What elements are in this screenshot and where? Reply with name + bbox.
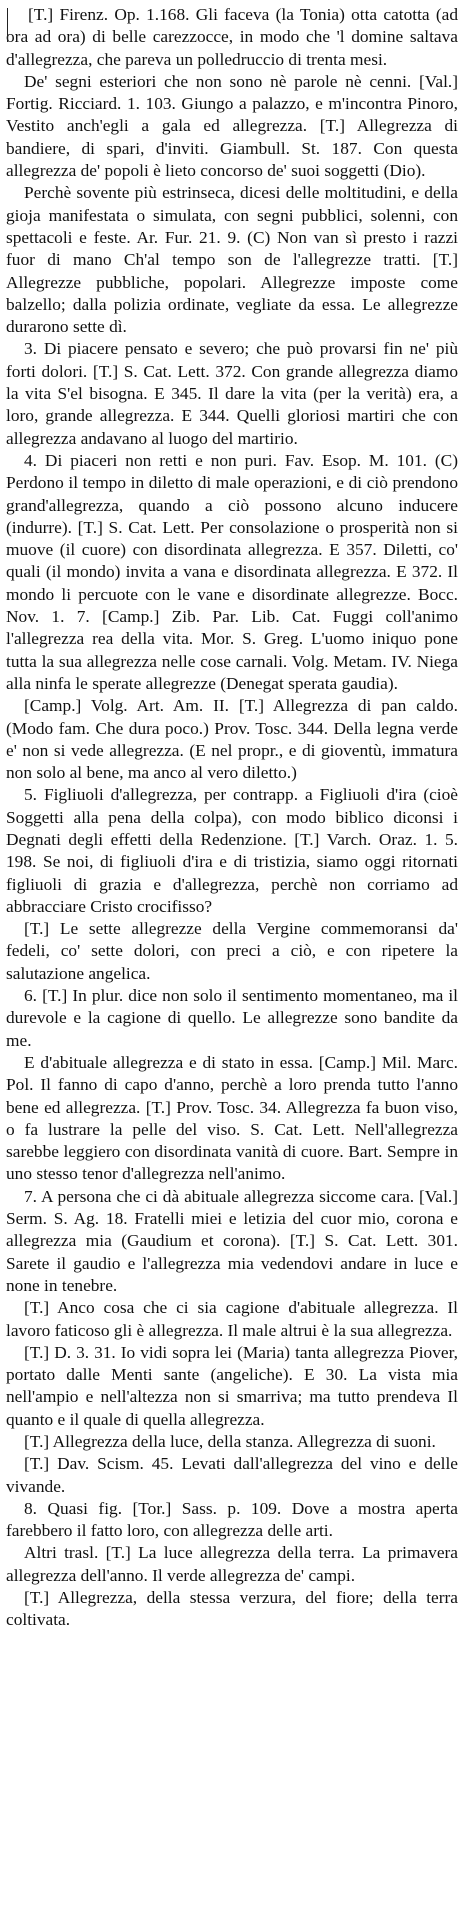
paragraph: De' segni esteriori che non sono nè parole nè cenni. [Val.] Fortig. Ricciard. 1. 103. Giungo a palazzo, e m'incontra Pinoro, Vestito anch'egli a gala ed allegrezza. [T.] Allegrezza di bandiere, di spari, d'inviti. Giambull. St. 187. Con questa allegrezza de' popoli è lieto concorso de' suoi soggetti (Dio). bbox=[6, 71, 458, 181]
paragraph: [Camp.] Volg. Art. Am. II. [T.] Allegrezza di pan caldo. (Modo fam. Che dura poco.) Prov. Tosc. 344. Della legna verde e' non si vede allegrezza. (E nel propr., e di gioventù, immatura non solo al bene, ma anco al vero diletto.) bbox=[6, 696, 458, 783]
paragraph: [T.] D. 3. 31. Io vidi sopra lei (Maria) tanta allegrezza Piover, portato dalle Menti sante (angeliche). E 30. La vista mia nell'ampio e nell'altezza non si smarriva; ma tutto prendeva Il quanto e il quale di quella allegrezza. bbox=[6, 1342, 458, 1429]
paragraph: 4. Di piaceri non retti e non puri. Fav. Esop. M. 101. (C) Perdono il tempo in diletto di male operazioni, e di ciò prendono grand'allegrezza, quando a ciò possono alcuno inducere (indurre). [T.] S. Cat. Lett. Per consolazione o prosperità non si muove (il cuore) con disordinata allegrezza. E 357. Diletti, co' quali (il mondo) invita a vana e disordinata allegrezza. E 372. Il mondo li percuote con le vane e disordinate allegrezze. Bocc. Nov. 1. 7. [Camp.] Zib. Par. Lib. Cat. Fuggi coll'animo l'allegrezza rea della vita. Mor. S. Greg. L'uomo iniquo pone tutta la sua allegrezza nelle cose carnali. Volg. Metam. IV. Niega alla ninfa le sperate allegrezze (Denegat sperata gaudia). bbox=[6, 450, 458, 693]
paragraph: E d'abituale allegrezza e di stato in essa. [Camp.] Mil. Marc. Pol. Il fanno di capo d'anno, perchè a loro prenda tutto l'anno bene ed allegrezza. [T.] Prov. Tosc. 34. Allegrezza fa buon viso, o fa lustrare la pelle del viso. S. Cat. Lett. Nell'allegrezza sarebbe leggiero con disordinata vanità di cuore. Bart. Sempre in uno stesso tenor d'allegrezza nell'animo. bbox=[6, 1052, 458, 1184]
paragraph: 7. A persona che ci dà abituale allegrezza siccome cara. [Val.] Serm. S. Ag. 18. Fratelli miei e letizia del cuor mio, corona e allegrezza mia (Gaudium et corona). [T.] S. Cat. Lett. 301. Sarete il gaudio e l'allegrezza mia vedendovi andare in luce e none in tenebre. bbox=[6, 1186, 458, 1295]
margin-rule bbox=[7, 8, 8, 42]
paragraph: Perchè sovente più estrinseca, dicesi delle moltitudini, e della gioja manifestata o simulata, con segni pubblici, solenni, con spettacoli e feste. Ar. Fur. 21. 9. (C) Non van sì presto i razzi fuor di mano Ch'al tempo son de l'allegrezze tratti. [T.] Allegrezze pubbliche, popolari. Allegrezze imposte come balzello; dalla polizia ordinate, vegliate da essa. Le allegrezze durarono sette dì. bbox=[6, 183, 458, 337]
paragraph: 8. Quasi fig. [Tor.] Sass. p. 109. Dove a mostra aperta farebbero il fatto loro, con allegrezza delle arti. bbox=[6, 1498, 458, 1541]
dictionary-entry bbox=[6, 4, 458, 1632]
paragraph: [T.] Anco cosa che ci sia cagione d'abituale allegrezza. Il lavoro faticoso gli è allegrezza. Il male altrui è la sua allegrezza. bbox=[6, 1298, 458, 1340]
paragraph: 6. [T.] In plur. dice non solo il sentimento momentaneo, ma il durevole e la cagione di quello. Le allegrezze sono bandite da me. bbox=[6, 986, 458, 1050]
paragraph: [T.] Dav. Scism. 45. Levati dall'allegrezza del vino e delle vivande. bbox=[6, 1454, 458, 1496]
paragraph: 3. Di piacere pensato e severo; che può provarsi fin ne' più forti dolori. [T.] S. Cat. Lett. 372. Con grande allegrezza diamo la vita S'el bisogna. E 345. Il dare la vita (per la verità) era, a loro, grande allegrezza. E 344. Quelli gloriosi martiri che con allegrezza andavano al luogo del martirio. bbox=[6, 339, 458, 448]
paragraph: [T.] Le sette allegrezze della Vergine commemoransi da' fedeli, co' sette dolori, con preci a ciò, e con ripetere la salutazione angelica. bbox=[6, 919, 458, 983]
paragraph: Altri trasl. [T.] La luce allegrezza della terra. La primavera allegrezza dell'anno. Il verde allegrezza de' campi. bbox=[6, 1543, 458, 1585]
paragraph: [T.] Allegrezza della luce, della stanza. Allegrezza di suoni. bbox=[24, 1432, 436, 1451]
paragraph: [T.] Firenz. Op. 1.168. Gli faceva (la Tonia) otta catotta (ad ora ad ora) di belle carezzocce, in modo che 'l domine saltava d'allegrezza, che pareva un polledruccio di trenta mesi. bbox=[6, 5, 458, 69]
paragraph: [T.] Allegrezza, della stessa verzura, del fiore; della terra coltivata. bbox=[6, 1588, 458, 1630]
paragraph: 5. Figliuoli d'allegrezza, per contrapp. a Figliuoli d'ira (cioè Soggetti alla pena della colpa), con modo biblico diconsi i Degnati degli effetti della Redenzione. [T.] Varch. Oraz. 1. 5. 198. Se noi, di figliuoli d'ira e di tristizia, siamo oggi ritornati figliuoli di grazia e d'allegrezza, perchè non corriamo ad abbracciare Cristo crocifisso? bbox=[6, 785, 458, 916]
